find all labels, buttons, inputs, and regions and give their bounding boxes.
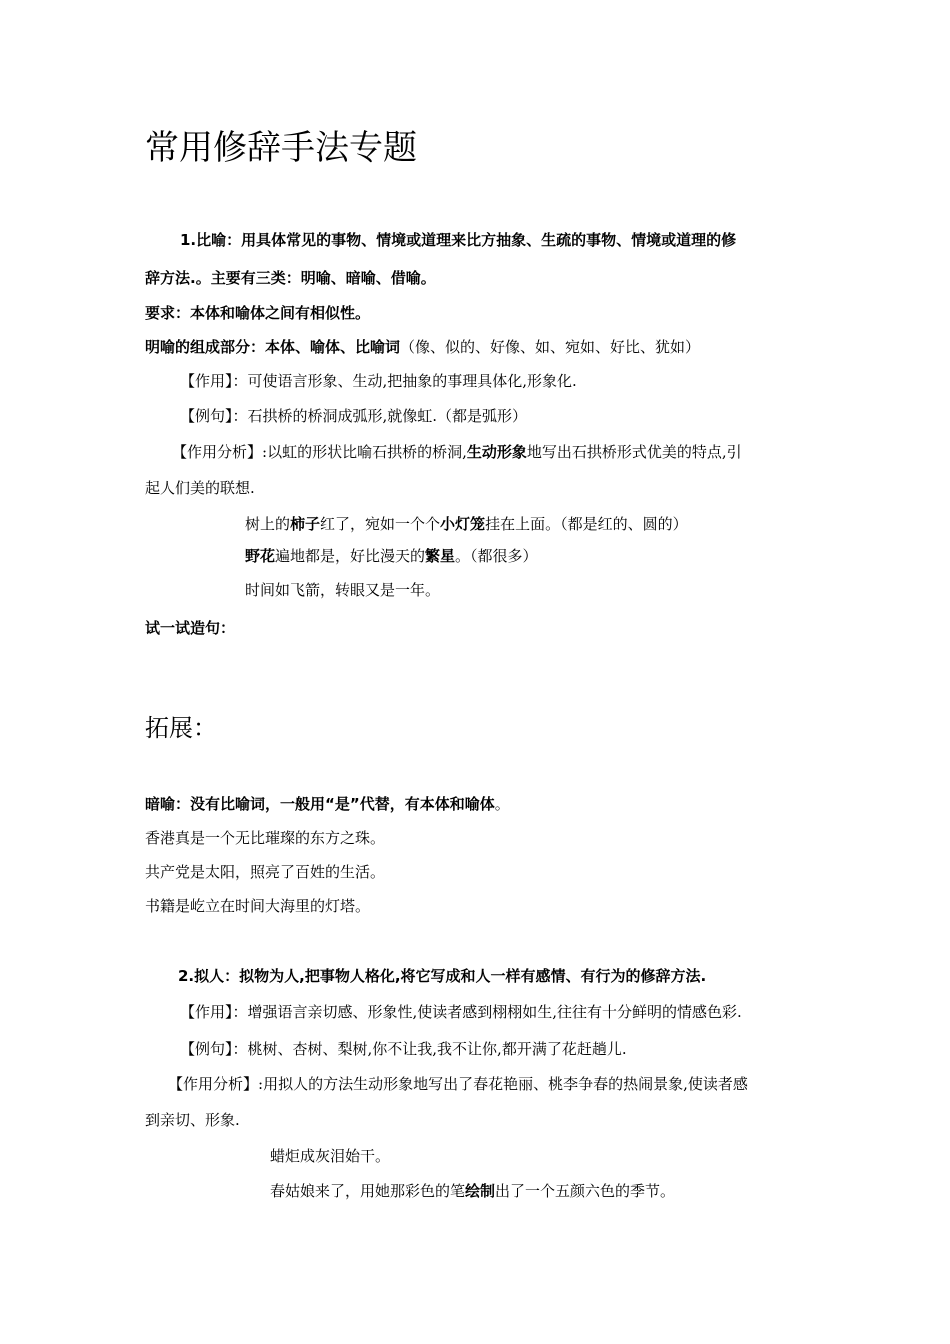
example-2-bold-b: 繁星	[425, 547, 456, 565]
metaphor-intro-line2: 辞方法.。主要有三类：明喻、暗喻、借喻。	[145, 269, 436, 287]
example-2-a: 遍地都是，好比漫天的	[275, 547, 426, 565]
metaphor-requirement: 要求：本体和喻体之间有相似性。	[145, 304, 371, 322]
personification-example-2	[270, 1181, 675, 1201]
example-2-bold: 绘制	[465, 1182, 496, 1200]
example-2-b: 出了一个五颜六色的季节。	[495, 1182, 676, 1200]
implicit-metaphor-example-3: 书籍是屹立在时间大海里的灯塔。	[145, 897, 371, 915]
implicit-metaphor-def-end: 。	[494, 795, 510, 813]
example-1-bold-a: 柿子	[290, 515, 321, 533]
analysis-label: 【作用分析】	[168, 1075, 259, 1093]
try-sentence-label: 试一试造句：	[145, 619, 236, 637]
analysis-label: 【作用分析】	[172, 443, 263, 461]
example-2-a: 春姑娘来了，用她那彩色的笔	[270, 1182, 466, 1200]
example-1-b: 红了，宛如一个个	[320, 515, 441, 533]
personification-example-1: 蜡炬成灰泪始干。	[270, 1147, 391, 1165]
effect-label: 【作用】	[180, 372, 233, 390]
example-1-a: 树上的	[245, 515, 291, 533]
analysis-text: :用拟人的方法生动形象地写出了春花艳丽、桃李争春的热闹景象,使读者感	[258, 1075, 748, 1093]
example-1-c: 挂在上面。（都是红的、圆的）	[485, 515, 688, 533]
analysis-text-b: 地写出石拱桥形式优美的特点,引	[526, 443, 742, 461]
personification-analysis-line2: 到亲切、形象.	[145, 1111, 240, 1129]
simile-words: （像、似的、好像、如、宛如、好比、犹如）	[400, 338, 701, 356]
example-label: 【例句】	[180, 1040, 233, 1058]
metaphor-example	[180, 406, 527, 426]
personification-effect	[180, 1002, 742, 1022]
example-2-b: 。（都很多）	[455, 547, 538, 565]
metaphor-analysis-line2: 起人们美的联想.	[145, 479, 255, 497]
analysis-text-a: :以虹的形状比喻石拱桥的桥洞,	[262, 443, 467, 461]
example-text: ：石拱桥的桥洞成弧形,就像虹.（都是弧形）	[232, 407, 528, 425]
implicit-metaphor-def-text: 暗喻：没有比喻词，一般用“是”代替，有本体和喻体	[145, 795, 495, 813]
implicit-metaphor-example-2: 共产党是太阳，照亮了百姓的生活。	[145, 863, 386, 881]
simile-components	[145, 337, 700, 357]
metaphor-example-1	[245, 514, 688, 534]
metaphor-analysis-line1	[172, 442, 742, 462]
personification-example	[180, 1039, 627, 1059]
personification-intro: 2.拟人：拟物为人,把事物人格化,将它写成和人一样有感情、有行为的修辞方法.	[178, 967, 707, 985]
example-2-bold-a: 野花	[245, 547, 276, 565]
effect-text: ：增强语言亲切感、形象性,使读者感到栩栩如生,往往有十分鲜明的情感色彩.	[232, 1003, 742, 1021]
analysis-text-bold: 生动形象	[466, 443, 527, 461]
effect-label: 【作用】	[180, 1003, 233, 1021]
metaphor-example-2	[245, 546, 538, 566]
page-title: 常用修辞手法专题	[145, 128, 417, 168]
effect-text: ：可使语言形象、生动,把抽象的事理具体化,形象化.	[232, 372, 577, 390]
simile-components-label: 明喻的组成部分：本体、喻体、比喻词	[145, 338, 401, 356]
metaphor-intro-line1: 1.比喻：用具体常见的事物、情境或道理来比方抽象、生疏的事物、情境或道理的修	[180, 231, 737, 249]
implicit-metaphor-example-1: 香港真是一个无比璀璨的东方之珠。	[145, 829, 386, 847]
personification-analysis-line1	[168, 1074, 748, 1094]
extension-heading: 拓展：	[145, 714, 217, 742]
example-label: 【例句】	[180, 407, 233, 425]
example-text: ：桃树、杏树、梨树,你不让我,我不让你,都开满了花赶趟儿.	[232, 1040, 627, 1058]
metaphor-example-3: 时间如飞箭，转眼又是一年。	[245, 581, 441, 599]
example-1-bold-b: 小灯笼	[440, 515, 486, 533]
metaphor-effect	[180, 371, 577, 391]
implicit-metaphor-def	[145, 794, 510, 814]
